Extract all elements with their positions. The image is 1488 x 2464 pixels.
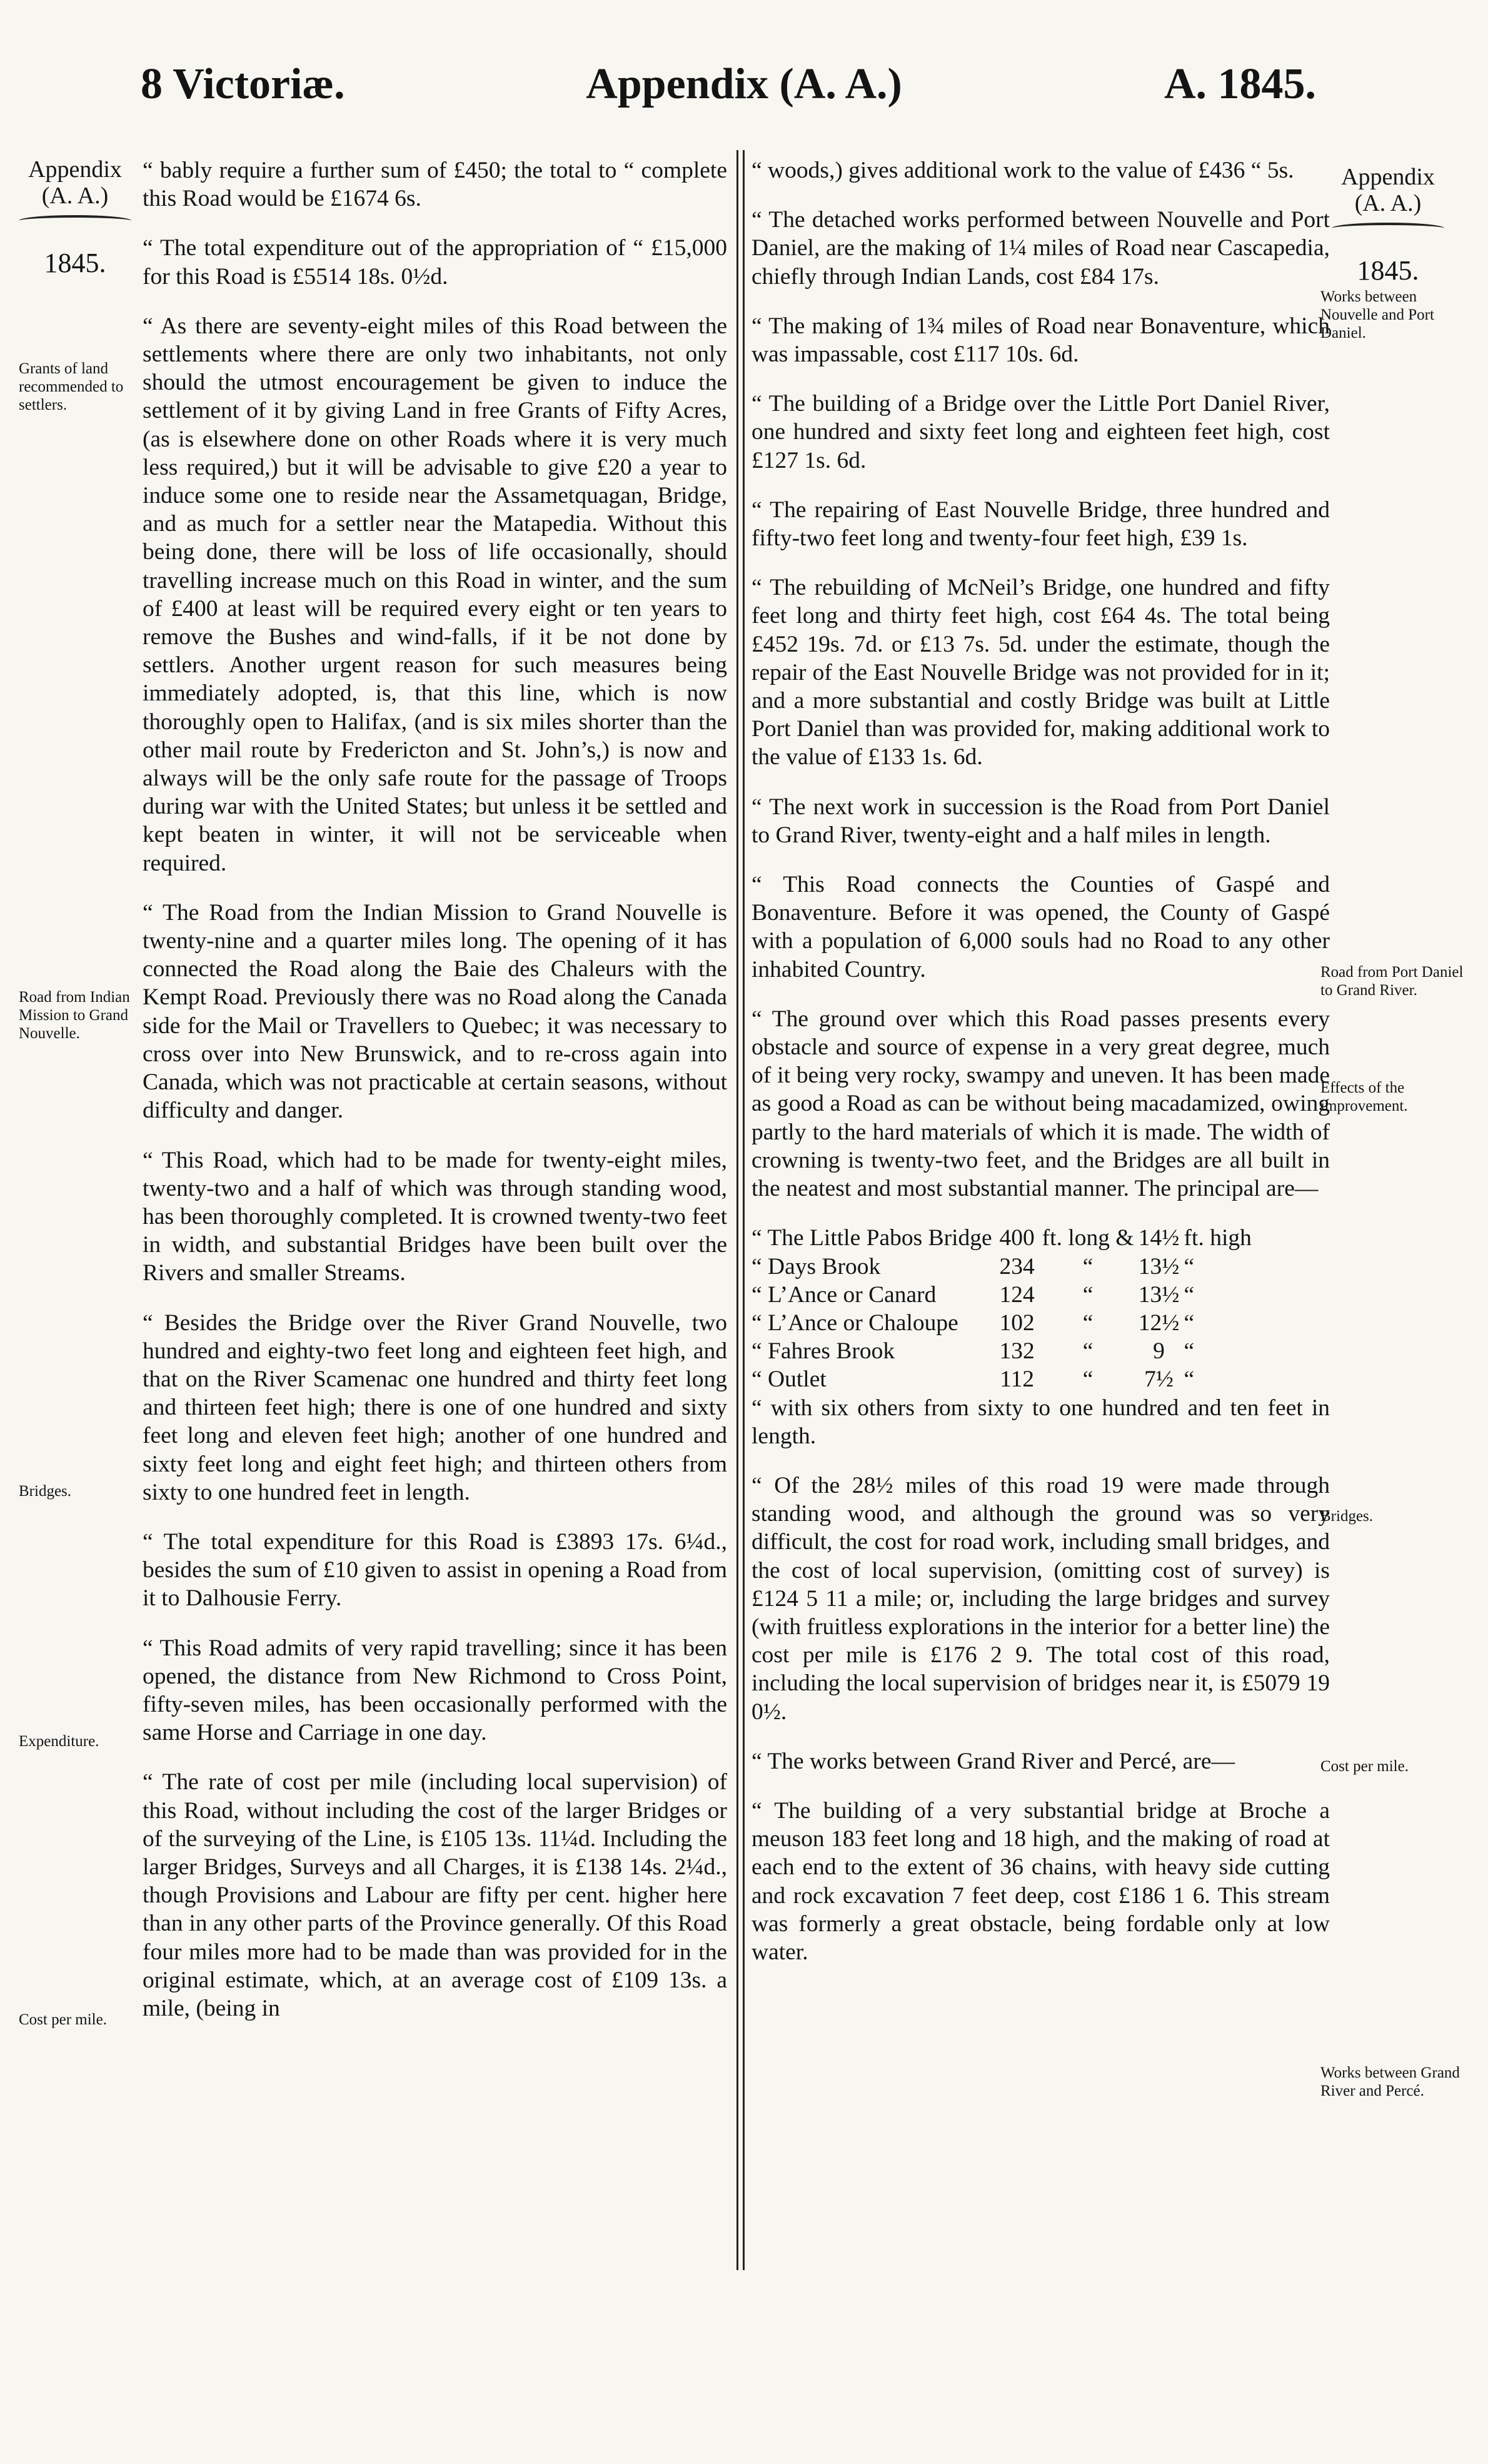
table-row [752, 1253, 1330, 1281]
side-note-effects: Effects of the improvement. [1320, 1079, 1408, 1114]
bridge-length: 124 [999, 1281, 1035, 1308]
bridge-name: “ The Little Pabos Bridge [752, 1225, 992, 1251]
side-note-bridges-right: Bridges. [1320, 1508, 1374, 1525]
bridge-length-unit: “ [1082, 1310, 1093, 1336]
paragraph: “ The building of a Bridge over the Little Port Daniel River, one hundred and sixty feet long and eighteen feet high, cost £127 1s. 6d. [752, 391, 1330, 473]
margin-head-left [13, 156, 138, 276]
bridge-height: 13½ [1138, 1253, 1180, 1280]
bridge-table [752, 1224, 1330, 1393]
paragraph: “ The total expenditure out of the appropriation of “ £15,000 for this Road is £5514 18s. 0½d. [143, 235, 727, 290]
side-note-road-indian-mission: Road from Indian Mission to Grand Nouvelle. [19, 989, 130, 1042]
bridge-height: 9 [1153, 1338, 1165, 1365]
paragraph: “ The repairing of East Nouvelle Bridge, three hundred and fifty-two feet long and twenty-four feet high, £39 1s. [752, 497, 1330, 552]
paragraph: “ This Road admits of very rapid travelling; since it has been opened, the distance from New Richmond to Cross Point, fifty-seven miles, has been occasionally performed with the same Horse and Carriage in one day. [143, 1635, 727, 1746]
bridge-length: 112 [1000, 1366, 1035, 1393]
side-note-grants: Grants of land recommended to settlers. [19, 360, 124, 413]
margin-aa: (A. A.) [41, 183, 109, 209]
side-note-cost-per-mile-right: Cost per mile. [1320, 1758, 1409, 1775]
bridge-name: “ Days Brook [752, 1253, 881, 1280]
bridge-height-unit: ft. high [1184, 1225, 1252, 1251]
paragraph: “ with six others from sixty to one hundred and ten feet in length. [752, 1395, 1330, 1449]
bridge-height: 7½ [1144, 1366, 1174, 1393]
bridge-length: 234 [999, 1253, 1035, 1280]
side-note-bridges: Bridges. [19, 1483, 72, 1500]
bridge-length-unit: “ [1082, 1366, 1093, 1393]
page-header [0, 56, 1488, 119]
brace-divider [1332, 223, 1444, 234]
brace-divider [19, 215, 131, 226]
paragraph: “ woods,) gives additional work to the value of £436 “ 5s. [752, 158, 1294, 183]
paragraph: “ This Road connects the Counties of Gaspé and Bonaventure. Before it was opened, the County of Gaspé with a population of 6,000 souls had no Road to any other inhabited Country. [752, 872, 1330, 982]
bridge-length-unit: ft. long & [1042, 1225, 1134, 1251]
table-row [752, 1337, 1330, 1365]
paragraph: “ The rebuilding of McNeil’s Bridge, one hundred and fifty feet long and thirty feet high, cost £64 4s. The total being £452 19s. 7d. or £13 7s. 5d. under the estimate, though the repair of the East Nouvelle Bridge was not provided for in it; and a more substantial and costly Bridge was built at Little Port Daniel than was provided for, making additional work to the value of £133 1s. 6d. [752, 575, 1330, 770]
bridge-length-unit: “ [1082, 1281, 1093, 1308]
left-column [143, 156, 727, 2044]
paragraph: “ The total expenditure for this Road is £3893 17s. 6¼d., besides the sum of £10 given to assist in opening a Road from it to Dalhousie Ferry. [143, 1528, 727, 1612]
column-divider [736, 150, 738, 2270]
right-column [752, 156, 1330, 1987]
paragraph: “ Of the 28½ miles of this road 19 were made through standing wood, and although the ground was so very difficult, the cost for road work, including small bridges, and the cost of local supervision, (omitting cost of survey) is £124 5 11 a mile; or, including the large bridges and survey (with fruitless explorations in the interior for a better line) the cost per mile is £176 2 9. The total cost of this road, including the local supervision of bridges near it, is £5079 19 0½. [752, 1472, 1330, 1725]
paragraph: “ The ground over which this Road passes presents every obstacle and source of expense in a very great degree, much of it being very rocky, swampy and uneven. It has been made as good a Road as can be without being macadamized, owing partly to the hard materials of which it is made. The width of crowning is twenty-two feet, and the Bridges are all built in the neatest and most substantial manner. The principal are— [752, 1006, 1330, 1202]
paragraph: “ The rate of cost per mile (including local supervision) of this Road, without including the cost of the larger Bridges or of the surveying of the Line, is £105 13s. 11¼d. Including the larger Bridges, Surveys and all Charges, it is £138 14s. 2¼d., though Provisions and Labour are fifty per cent. higher here than in any other parts of the Province generally. Of this Road four miles more had to be made than was provided for in the original estimate, which, at an average cost of £109 13s. a mile, (being in [143, 1769, 727, 2021]
bridge-height-unit: “ [1184, 1253, 1195, 1280]
paragraph: “ The detached works performed between Nouvelle and Port Daniel, are the making of 1¼ miles of Road near Cascapedia, chiefly through Indian Lands, cost £84 17s. [752, 207, 1330, 290]
header-year: A. 1845. [1164, 60, 1316, 108]
side-note-nouvelle-port-daniel: Works between Nouvelle and Port Daniel. [1320, 288, 1434, 341]
paragraph: “ This Road, which had to be made for twenty-eight miles, twenty-two and a half of which was through standing wood, has been thoroughly completed. It is crowned twenty-two feet in width, and substantial Bridges have been built over the Rivers and smaller Streams. [143, 1147, 727, 1286]
side-note-port-daniel-grand-river: Road from Port Daniel to Grand River. [1320, 964, 1464, 999]
bridge-height-unit: “ [1184, 1281, 1195, 1308]
margin-year: 1845. [44, 248, 106, 278]
margin-appendix: Appendix [28, 156, 122, 183]
bridge-height: 14½ [1138, 1225, 1180, 1251]
bridge-height-unit: “ [1184, 1366, 1195, 1393]
bridge-height: 12½ [1138, 1310, 1180, 1336]
margin-appendix: Appendix [1341, 164, 1435, 190]
margin-aa: (A. A.) [1354, 190, 1422, 216]
bridge-length: 102 [999, 1310, 1035, 1336]
table-row [752, 1224, 1330, 1252]
header-session: 8 Victoriæ. [141, 60, 345, 108]
table-row [752, 1309, 1330, 1337]
paragraph: “ The building of a very substantial bridge at Broche a meuson 183 feet long and 18 high, and the making of road at each end to the extent of 36 chains, with heavy side cutting and rock excavation 7 feet deep, cost £186 1 6. This stream was formerly a great obstacle, being fordable only at low water. [752, 1797, 1330, 1965]
paragraph: “ The Road from the Indian Mission to Grand Nouvelle is twenty-nine and a quarter miles long. The opening of it has connected the Road along the Baie des Chaleurs with the Kempt Road. Previously there was no Road along the Canada side for the Mail or Travellers to Quebec; it was necessary to cross over into New Brunswick, and to re-cross again into Canada, which was not practicable at certain seasons, without difficulty and danger. [143, 899, 727, 1124]
paragraph: “ The works between Grand River and Percé, are— [752, 1748, 1235, 1774]
table-row [752, 1365, 1330, 1393]
paragraph: “ The next work in succession is the Road from Port Daniel to Grand River, twenty-eight and a half miles in length. [752, 794, 1330, 848]
bridge-length-unit: “ [1082, 1253, 1093, 1280]
bridge-length-unit: “ [1082, 1338, 1093, 1365]
bridge-height-unit: “ [1184, 1310, 1195, 1336]
bridge-name: “ L’Ance or Chaloupe [752, 1310, 958, 1336]
bridge-name: “ Outlet [752, 1366, 827, 1393]
side-note-cost-per-mile: Cost per mile. [19, 2011, 107, 2028]
paragraph: “ Besides the Bridge over the River Grand Nouvelle, two hundred and eighty-two feet long and eighteen feet high, and that on the River Scamenac one hundred and thirty feet long and thirteen feet high; there is one of one hundred and sixty feet long and eleven feet high; another of one hundred and sixty feet long and eight feet high; and thirteen others from sixty to one hundred feet in length. [143, 1310, 727, 1505]
bridge-name: “ Fahres Brook [752, 1338, 895, 1365]
paragraph: “ The making of 1¾ miles of Road near Bonaventure, which was impassable, cost £117 10s. 6d. [752, 313, 1330, 368]
margin-head-right [1319, 164, 1457, 284]
margin-year: 1845. [1357, 255, 1419, 286]
bridge-name: “ L’Ance or Canard [752, 1281, 937, 1308]
bridge-height: 13½ [1138, 1281, 1180, 1308]
table-row [752, 1281, 1330, 1309]
paragraph: “ bably require a further sum of £450; the total to “ complete this Road would be £1674 6s. [143, 158, 727, 212]
side-note-grand-river-perce: Works between Grand River and Percé. [1320, 2064, 1460, 2099]
side-note-expenditure: Expenditure. [19, 1733, 99, 1750]
bridge-length: 400 [999, 1225, 1035, 1251]
paragraph: “ As there are seventy-eight miles of this Road between the settlements where there are only two inhabitants, not only should the utmost encouragement be given to induce the settlement of it by giving Land in free Grants of Fifty Acres, (as is elsewhere done on other Roads where it is very much less required,) but it will be advisable to give £20 a year to induce some one to reside near the Assametquagan, Bridge, and as much for a settler near the Matapedia. Without this being done, there will be loss of life occasionally, should travelling increase much on this Road in winter, and the sum of £400 at least will be required every eight or ten years to remove the Bushes and wind-falls, if it be not done by settlers. Another urgent reason for such measures being immediately adopted, is, that this line, which is now thoroughly open to Halifax, (and is six miles shorter than the other mail route by Fredericton and St. John’s,) is now and always will be the only safe route for the passage of Troops during war with the United States; but unless it be settled and kept beaten in winter, it will not be serviceable when required. [143, 313, 727, 876]
header-title: Appendix (A. A.) [586, 60, 902, 108]
column-divider [743, 150, 745, 2270]
bridge-length: 132 [999, 1338, 1035, 1365]
bridge-height-unit: “ [1184, 1338, 1195, 1365]
